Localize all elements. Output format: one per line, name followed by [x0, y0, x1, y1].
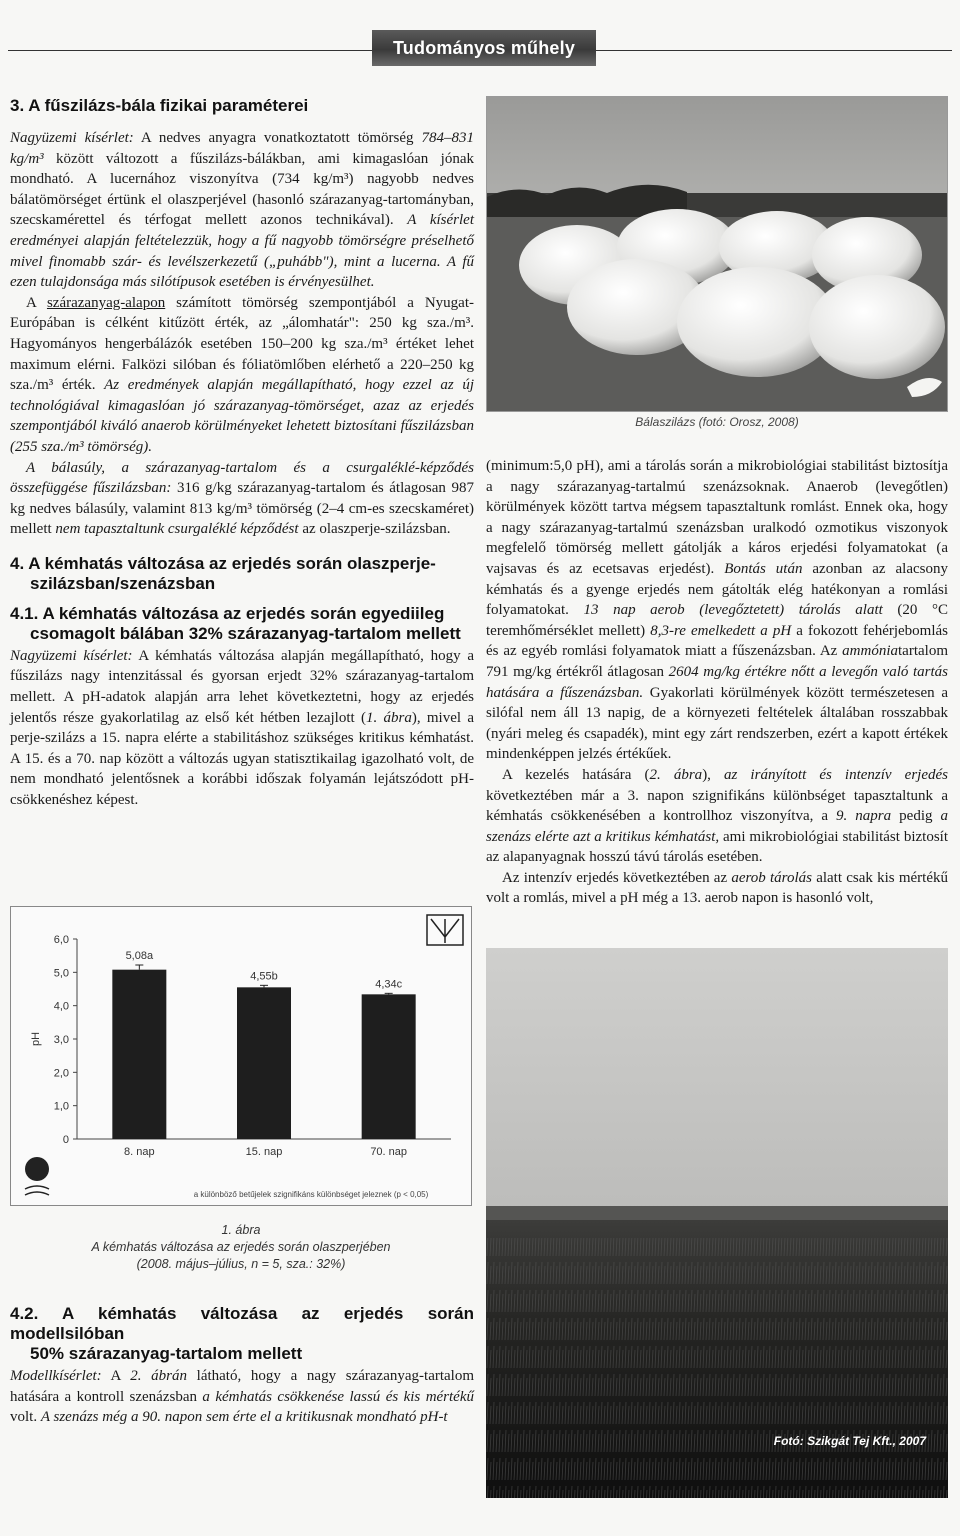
- text-run: 8,3-re emelkedett a pH: [650, 622, 792, 639]
- experiment-label: Nagyüzemi kísérlet:: [10, 647, 133, 664]
- institute-logo-icon: [427, 915, 463, 945]
- experiment-label: Nagyüzemi kísérlet:: [10, 130, 134, 146]
- left-column-bottom: [10, 1304, 474, 1428]
- text-run: A kezelés hatására (: [502, 766, 650, 783]
- figure-1-caption: [10, 1222, 472, 1273]
- bar: [362, 994, 416, 1139]
- bar: [112, 970, 166, 1139]
- text-run: nem tapasztaltunk csurgaléklé képződést: [55, 521, 299, 538]
- y-tick-label: 2,0: [53, 1067, 69, 1080]
- y-tick-label: 0: [62, 1134, 69, 1146]
- text-run: 9. napra: [836, 808, 892, 825]
- section-4-1-heading: [10, 604, 474, 644]
- right-paragraph-1: [486, 456, 948, 765]
- text-run: (minimum:5,0 pH), ami a tárolás során a mikrobiológiai stabilitást biztosítja a nagy szárazanyag-tartalmú szenázsoknak. Anaerob (levegőtlen) körülmények között tartva mégsem tapasztaltunk romlást. Ennek oka, hogy a nagy szárazanyag-tartalmú szenázsban uralkodó ozmotikus viszonyok megfelelő tömörség mellett gátolják a káros erjedési folyamatokat (a vajsavas és az ecetsavas erjedést).: [486, 458, 948, 577]
- bale-silage-photo: [486, 96, 948, 412]
- photo-1-caption: Bálaszilázs (fotó: Orosz, 2008): [635, 415, 799, 429]
- section-3-heading: 3. A fűszilázs-bála fizikai paraméterei: [10, 96, 309, 115]
- heading-line: 4.1. A kémhatás változása az erjedés során egyediileg: [10, 603, 445, 623]
- data-label: 4,55b: [250, 970, 278, 983]
- chart-canvas: [11, 907, 473, 1207]
- figure-reference: 2. ábrán: [130, 1368, 187, 1384]
- data-label: 4,34c: [375, 978, 403, 991]
- text-run: a fokozott fehérjebomlás és az egyéb romlási folyamatok miatt a fűszenázsban. Az: [486, 622, 949, 660]
- experiment-label: Modellkísérlet:: [10, 1368, 102, 1384]
- text-run: ),: [702, 766, 725, 783]
- section-3-paragraph-1: [10, 128, 474, 293]
- text-run: az olaszperje-szilázsban.: [298, 521, 451, 538]
- grass-field-photo: [486, 948, 948, 1498]
- text-run: következtében már a 3. napon szignifikáns különbséget tapasztaltunk a kémhatás csökkenésében a kontrollhoz viszonyítva, a: [486, 787, 948, 825]
- text-run: 2604 mg/kg értékre nőtt a levegőn való tartás hatására a fűszenázsban.: [486, 663, 949, 701]
- section-4-2-heading: [10, 1304, 474, 1364]
- heading-line: csomagolt bálában 32% szárazanyag-tartalom mellett: [30, 623, 461, 643]
- text-run: ), mivel a perje-szilázs a 15. napra elérte a stabilitáshoz szükséges kritikus kémhatást. A 15. és a 70. nap között a változás ugyan statisztikailag igazolható volt, de nem mondható jelentősnek a korábbi időszak folyamán lejátszódott pH-csökkenéshez képest.: [10, 709, 474, 809]
- ph-bar-chart: [10, 906, 472, 1206]
- text-run: Az eredmények alapján megállapítható, hogy ezzel az új technológiával kimagaslóan jó szárazanyag-tömörséget, azaz az erjedés szempontjából kiváló anaerob körülményeket lehetett biztosítani fűszilázsban (255 sza./m³ tömörség).: [10, 377, 475, 455]
- text-run: az irányított és intenzív erjedés: [724, 766, 948, 783]
- section-4-1-paragraph: [10, 646, 474, 811]
- caption-line: A kémhatás változása az erjedés során olaszperjében: [91, 1240, 391, 1254]
- text-run: A bálasúly, a szárazanyag-tartalom és a csurgaléklé-képződés összefüggése fűszilázsban:: [10, 459, 474, 497]
- text-run: azonban az alacsony kémhatás és a gyenge erjedés nem gátolták elég hatékonyan a romlási folyamatokat.: [486, 560, 948, 619]
- heading-line: 50% szárazanyag-tartalom mellett: [30, 1344, 303, 1363]
- text-run: Az intenzív erjedés következtében az: [502, 869, 732, 886]
- text-run: Bontás után: [724, 560, 803, 577]
- text-run: ammónia: [842, 643, 899, 660]
- section-4-heading: [10, 554, 474, 594]
- text-run: 316 g/kg szárazanyag-tartalom és átlagosan 987 kg nedves bálasúly, valamint 813 kg/m³ tömörség (2–4 cm-es szecskaméret) mellett: [10, 480, 475, 538]
- text-run: A kémhatás változása alapján megállapítható, hogy a fűszilázs nagy intenzitással és gyorsan erjedt 32% szárazanyag-tartalom mellett. A pH-adatok alapján arra lehet következtetni, hogy az erjedés jelentős része gyakorlatilag az első két hétben lezajlott (: [10, 647, 474, 726]
- text-run: tartalom 791 mg/kg értékről átlagosan: [486, 643, 948, 680]
- section-4-2-paragraph: [10, 1366, 474, 1428]
- text-run: ami mikrobiológiai stabilitást biztosít az alapanyagnak hosszú távú tárolás esetében.: [486, 828, 948, 866]
- text-run: pedig: [891, 808, 941, 825]
- y-tick-label: 1,0: [53, 1100, 69, 1113]
- text-run: aerob tárolás: [731, 869, 812, 886]
- heading-line: szilázsban/szenázsban: [30, 573, 216, 593]
- bar: [237, 987, 291, 1139]
- caption-line: (2008. május–július, n = 5, sza.: 32%): [136, 1257, 346, 1271]
- x-tick-label: 70. nap: [370, 1146, 408, 1158]
- text-run: alatt csak kis mértékű volt a romlás, mivel a pH még a 13. aerob napon is hasonló volt,: [486, 869, 948, 907]
- y-tick-label: 3,0: [53, 1034, 69, 1046]
- heading-line: 4.2. A kémhatás változása az erjedés során modellsilóban: [10, 1304, 474, 1343]
- y-axis-label: pH: [30, 1031, 42, 1047]
- text-run: szárazanyag-alapon: [46, 294, 166, 311]
- figure-reference: 2. ábra: [649, 766, 703, 783]
- x-tick-label: 15. nap: [245, 1146, 283, 1158]
- section-3-paragraph-2: [10, 293, 474, 458]
- grass-field-image: [486, 948, 948, 1498]
- text-run: a szenázs elérte azt a kritikus kémhatást,: [486, 808, 948, 845]
- bale-silage-image: [487, 97, 948, 412]
- text-run: volt.: [10, 1409, 41, 1426]
- right-paragraph-3: [486, 868, 948, 909]
- x-tick-label: 8. nap: [124, 1146, 155, 1158]
- text-run: 13 nap aerob (levegőztetett) tárolás alatt: [583, 602, 883, 619]
- chart-footnote: a különböző betűjelek szignifikáns különbséget jeleznek (p < 0,05): [193, 1190, 429, 1199]
- text-run: A nedves anyagra vonatkoztatott tömörség: [133, 130, 422, 146]
- y-tick-label: 4,0: [53, 1000, 69, 1013]
- text-run: (20 °C teremhőmérséklet mellett): [486, 602, 948, 639]
- text-run: Gyakorlati körülmények között természetesen a silófal nem áll 13 napig, de a környezeti feltételek általában rosszabbak (nyári meleg és csapadék), mint egy zárt rendszerben, ezért a kapott értékek mindenképpen jelzés értékűek.: [486, 684, 948, 763]
- text-run: A: [26, 294, 47, 311]
- right-column: [486, 456, 948, 909]
- text-run: A: [101, 1368, 131, 1384]
- y-tick-label: 5,0: [53, 967, 69, 980]
- left-column: [10, 96, 474, 811]
- text-run: A kísérlet eredményei alapján feltételezzük, hogy a fű nagyobb tömörségre préselhető mivel finomabb szár- és levélszerkezetű („puhább"), mint a lucerna. A fű ezen tulajdonsága más silótípusok esetében is érvényesülhet.: [10, 212, 475, 291]
- heading-line: 4. A kémhatás változása az erjedés során olaszperje-: [10, 553, 436, 573]
- figure-number: 1. ábra: [221, 1223, 261, 1237]
- text-run: A szenázs még a 90. napon sem érte el a kritikusnak mondható pH-t: [40, 1409, 448, 1426]
- section-banner: Tudományos műhely: [372, 30, 596, 66]
- text-run: között változott a fűszilázs-bálákban, ami kimagaslóan jónak mondható. A lucernához viszonyítva (734 kg/m³) nagyobb nedves bálatömörséget értünk el olaszperjével (hasonló szárazanyag-tartományban, szecskamérettel és térfogat mellett azonos technikával).: [10, 150, 474, 229]
- data-label: 5,08a: [125, 950, 154, 962]
- text-run: a kémhatás csökkenése lassú és kis mértékű: [202, 1388, 475, 1405]
- text-run: látható, hogy a nagy szárazanyag-tartalom hatására a kontroll szenázsban: [10, 1368, 475, 1405]
- section-3-paragraph-3: [10, 458, 474, 540]
- y-tick-label: 6,0: [53, 934, 69, 946]
- text-run: 784–831 kg/m³: [10, 130, 475, 167]
- right-paragraph-2: [486, 765, 948, 868]
- text-run: számított tömörség szempontjából a Nyugat-Európában is célként kitűzött érték, az „álomhatár": 250 kg sza./m³. Hagyományos hengerbálázók esetében 150–200 kg sza./m³ értéket lehet maximum elérni. Falközi silóban és fóliatömlőben elérhető a 220–250 kg sza./m³ érték.: [10, 294, 474, 394]
- figure-reference: 1. ábra: [365, 709, 412, 726]
- photo-2-credit: Fotó: Szikgát Tej Kft., 2007: [773, 1434, 926, 1448]
- journal-logo-icon: [25, 1157, 49, 1195]
